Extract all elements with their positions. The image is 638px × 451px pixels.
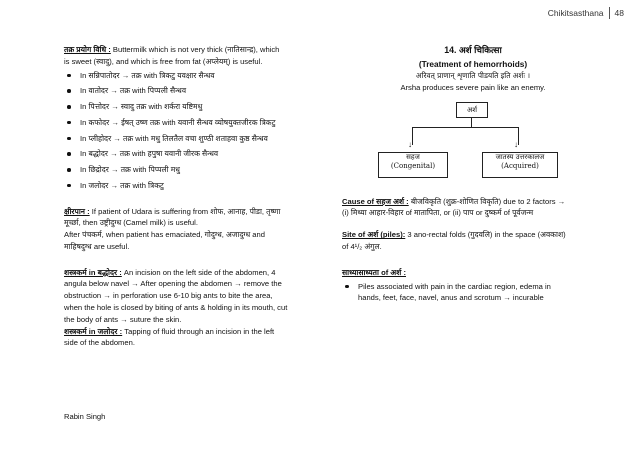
list-item-remedy: तक्र with पिप्पली सैन्धव <box>119 86 187 96</box>
shastra-jalodar-paragraph <box>64 326 316 350</box>
cause-text-1: बीजविकृति (शुक्र-शोणित विकृति) due to 2 factors → <box>408 196 566 206</box>
list-item: In प्लीहोदर → तक्र with मधु तिलतैल वचा शुण्ठी शताहवा कुष्ठ सैन्धव <box>64 133 316 145</box>
list-item: In बद्धोदर → तक्र with हपुषा यवानी जीरक सैन्धव <box>64 148 316 160</box>
spacer <box>342 219 604 229</box>
section-title: 14. अर्श चिकित्सा <box>444 45 502 55</box>
site-heading: Site of अर्श (piles): <box>342 230 406 240</box>
list-item: In कफोदर → ईषत् उष्ण तक्र with यवानी सैन्धव व्योषयुक्तजीरक त्रिकटु <box>64 117 316 129</box>
sadhya-list <box>342 281 604 305</box>
list-item-condition: In कफोदर <box>80 117 110 127</box>
list-item-remedy: तक्र with मधु तिलतैल वचा शुण्ठी शताहवा कुष्ठ सैन्धव <box>123 133 268 143</box>
shastra-baddhodar-text-5: the body of ants → suture the skin. <box>64 314 182 324</box>
spacer <box>342 253 604 267</box>
list-item-condition: In सन्निपातोदर <box>80 70 120 80</box>
list-item-remedy: तक्र with हपुषा यवानी जीरक सैन्धव <box>119 149 219 159</box>
shastra-jalodar-text-1: Tapping of fluid through an incision in the left <box>122 326 275 336</box>
shastra-jalodar-heading: शस्त्रकर्म in जलोदर : <box>64 326 123 336</box>
takra-text-1: Buttermilk which is not very thick (नातिसान्द्र), which <box>110 45 280 54</box>
list-item-condition: In पित्तोदर <box>80 102 110 112</box>
list-item-condition: In छिद्रोदर <box>80 165 109 175</box>
diagram-root-box <box>456 102 488 118</box>
sadhya-bullet-1: Piles associated with pain in the cardiac region, edema in <box>358 281 551 291</box>
sadhya-paragraph <box>342 267 604 279</box>
cause-text-2: (i) मिथ्या आहार-विहार of मातापिता, or (ii) पाप or दुष्कर्म of पूर्वजन्म <box>342 208 534 218</box>
page-number: 48 <box>614 8 624 18</box>
list-item-condition: In प्लीहोदर <box>80 133 112 143</box>
page-header <box>548 7 624 19</box>
page-footer-author: Rabin Singh <box>64 412 106 421</box>
shloka-text: अरिवत् प्राणान् शृणाति पीडयति इति अर्शः । <box>415 71 531 81</box>
takra-paragraph <box>64 44 316 68</box>
shastra-baddhodar-paragraph <box>64 267 316 326</box>
list-item: In वातोदर → तक्र with पिप्पली सैन्धव <box>64 85 316 97</box>
site-text-2: of 4¹/₂ अंगुल. <box>342 242 382 252</box>
list-item-condition: In वातोदर <box>80 86 109 96</box>
shastra-baddhodar-text-4: when the hole is closed by biting of ants & holding in its mouth, cut <box>64 303 288 313</box>
cause-paragraph <box>342 196 604 220</box>
site-text-1: 3 ano-rectal folds (गुदवलि) in the space (अवकाश) <box>405 230 566 240</box>
ksheer-text-1: If patient of Udara is suffering from शोफ, आनाह, पीडा, तृष्णा <box>89 206 281 216</box>
ksheer-paragraph <box>64 206 316 253</box>
cause-heading: Cause of सहज अर्श : <box>342 196 409 206</box>
sadhya-bullet-2: hands, feet, face, navel, anus and scrotum → incurable <box>358 293 544 303</box>
arsha-classification-diagram <box>342 100 604 192</box>
list-item-remedy: ईषत् उष्ण तक्र with यवानी सैन्धव व्योषयुक्तजीरक त्रिकटु <box>121 117 276 127</box>
diagram-connector-horizontal <box>412 127 518 128</box>
diagram-root-label: अर्श <box>466 105 478 114</box>
sadhya-heading: साध्यासाध्यता of अर्श : <box>342 267 406 277</box>
shastra-jalodar-text-2: side of the abdomen. <box>64 338 135 348</box>
left-column <box>64 44 316 349</box>
list-item-remedy: स्वादु तक्र with शर्करा यष्टिमधु <box>120 102 203 112</box>
diagram-connector-stem <box>471 117 472 127</box>
shastra-baddhodar-text-2: angula below navel → After opening the abdomen → remove the <box>64 279 282 289</box>
chevron-down-icon: ↓ <box>514 139 518 149</box>
ksheer-text-2: मूर्च्छा, then उष्ट्रीदुग्ध (Camel milk) is useful. <box>64 218 198 228</box>
ksheer-heading: क्षीरपान : <box>64 206 90 216</box>
list-item <box>342 281 604 305</box>
diagram-congenital-label: सहज <box>406 152 420 161</box>
diagram-acquired-sub: (Acquired) <box>501 162 539 171</box>
shastra-baddhodar-heading: शस्त्रकर्म in बद्धोदर : <box>64 267 122 277</box>
diagram-connector-right <box>518 127 519 145</box>
list-item: In सन्निपातोदर → तक्र with त्रिकटु यवक्षार सैन्धव <box>64 70 316 82</box>
ksheer-text-4: माहिषदुग्ध are useful. <box>64 241 130 251</box>
spacer <box>64 253 316 267</box>
spacer <box>64 196 316 206</box>
chevron-down-icon: ↓ <box>408 139 412 149</box>
section-subtitle: (Treatment of hemorrhoids) <box>418 58 528 69</box>
diagram-acquired-label: जातस्य उत्तरकालज <box>495 152 545 161</box>
list-item: In छिद्रोदर → तक्र with पिप्पली मधु <box>64 164 316 176</box>
ksheer-text-3: After पंचकर्म, when patient has emaciated, गोदुग्ध, अजादुग्ध and <box>64 230 265 240</box>
list-item-condition: In बद्धोदर <box>80 149 108 159</box>
takra-list <box>64 70 316 192</box>
chapter-name: Chikitsasthana <box>547 8 604 18</box>
shastra-baddhodar-text-3: obstruction → in perforation use 6-10 big ants to bite the area, <box>64 291 273 301</box>
list-item-remedy: तक्र with त्रिकटु यवक्षार सैन्धव <box>131 70 215 80</box>
right-column <box>342 44 604 308</box>
list-item-remedy: तक्र with त्रिकटु <box>120 180 164 190</box>
diagram-connector-left <box>412 127 413 145</box>
diagram-acquired-box <box>482 152 558 178</box>
list-item: In जलोदर → तक्र with त्रिकटु <box>64 180 316 192</box>
shloka-meaning: Arsha produces severe pain like an enemy. <box>400 82 546 92</box>
shastra-baddhodar-text-1: An incision on the left side of the abdomen, 4 <box>121 267 276 277</box>
list-item: In पित्तोदर → स्वादु तक्र with शर्करा यष्टिमधु <box>64 101 316 113</box>
list-item-condition: In जलोदर <box>80 180 109 190</box>
takra-heading: तक्र प्रयोग विधि : <box>64 45 111 54</box>
diagram-congenital-sub: (Congenital) <box>390 162 436 171</box>
diagram-congenital-box <box>378 152 448 178</box>
list-item-remedy: तक्र with पिप्पली मधु <box>120 165 180 175</box>
header-divider <box>609 7 610 19</box>
takra-text-2: is sweet (स्वादु), and which is free from fat (अप्लेयम्) is useful. <box>64 56 263 66</box>
site-paragraph <box>342 229 604 253</box>
